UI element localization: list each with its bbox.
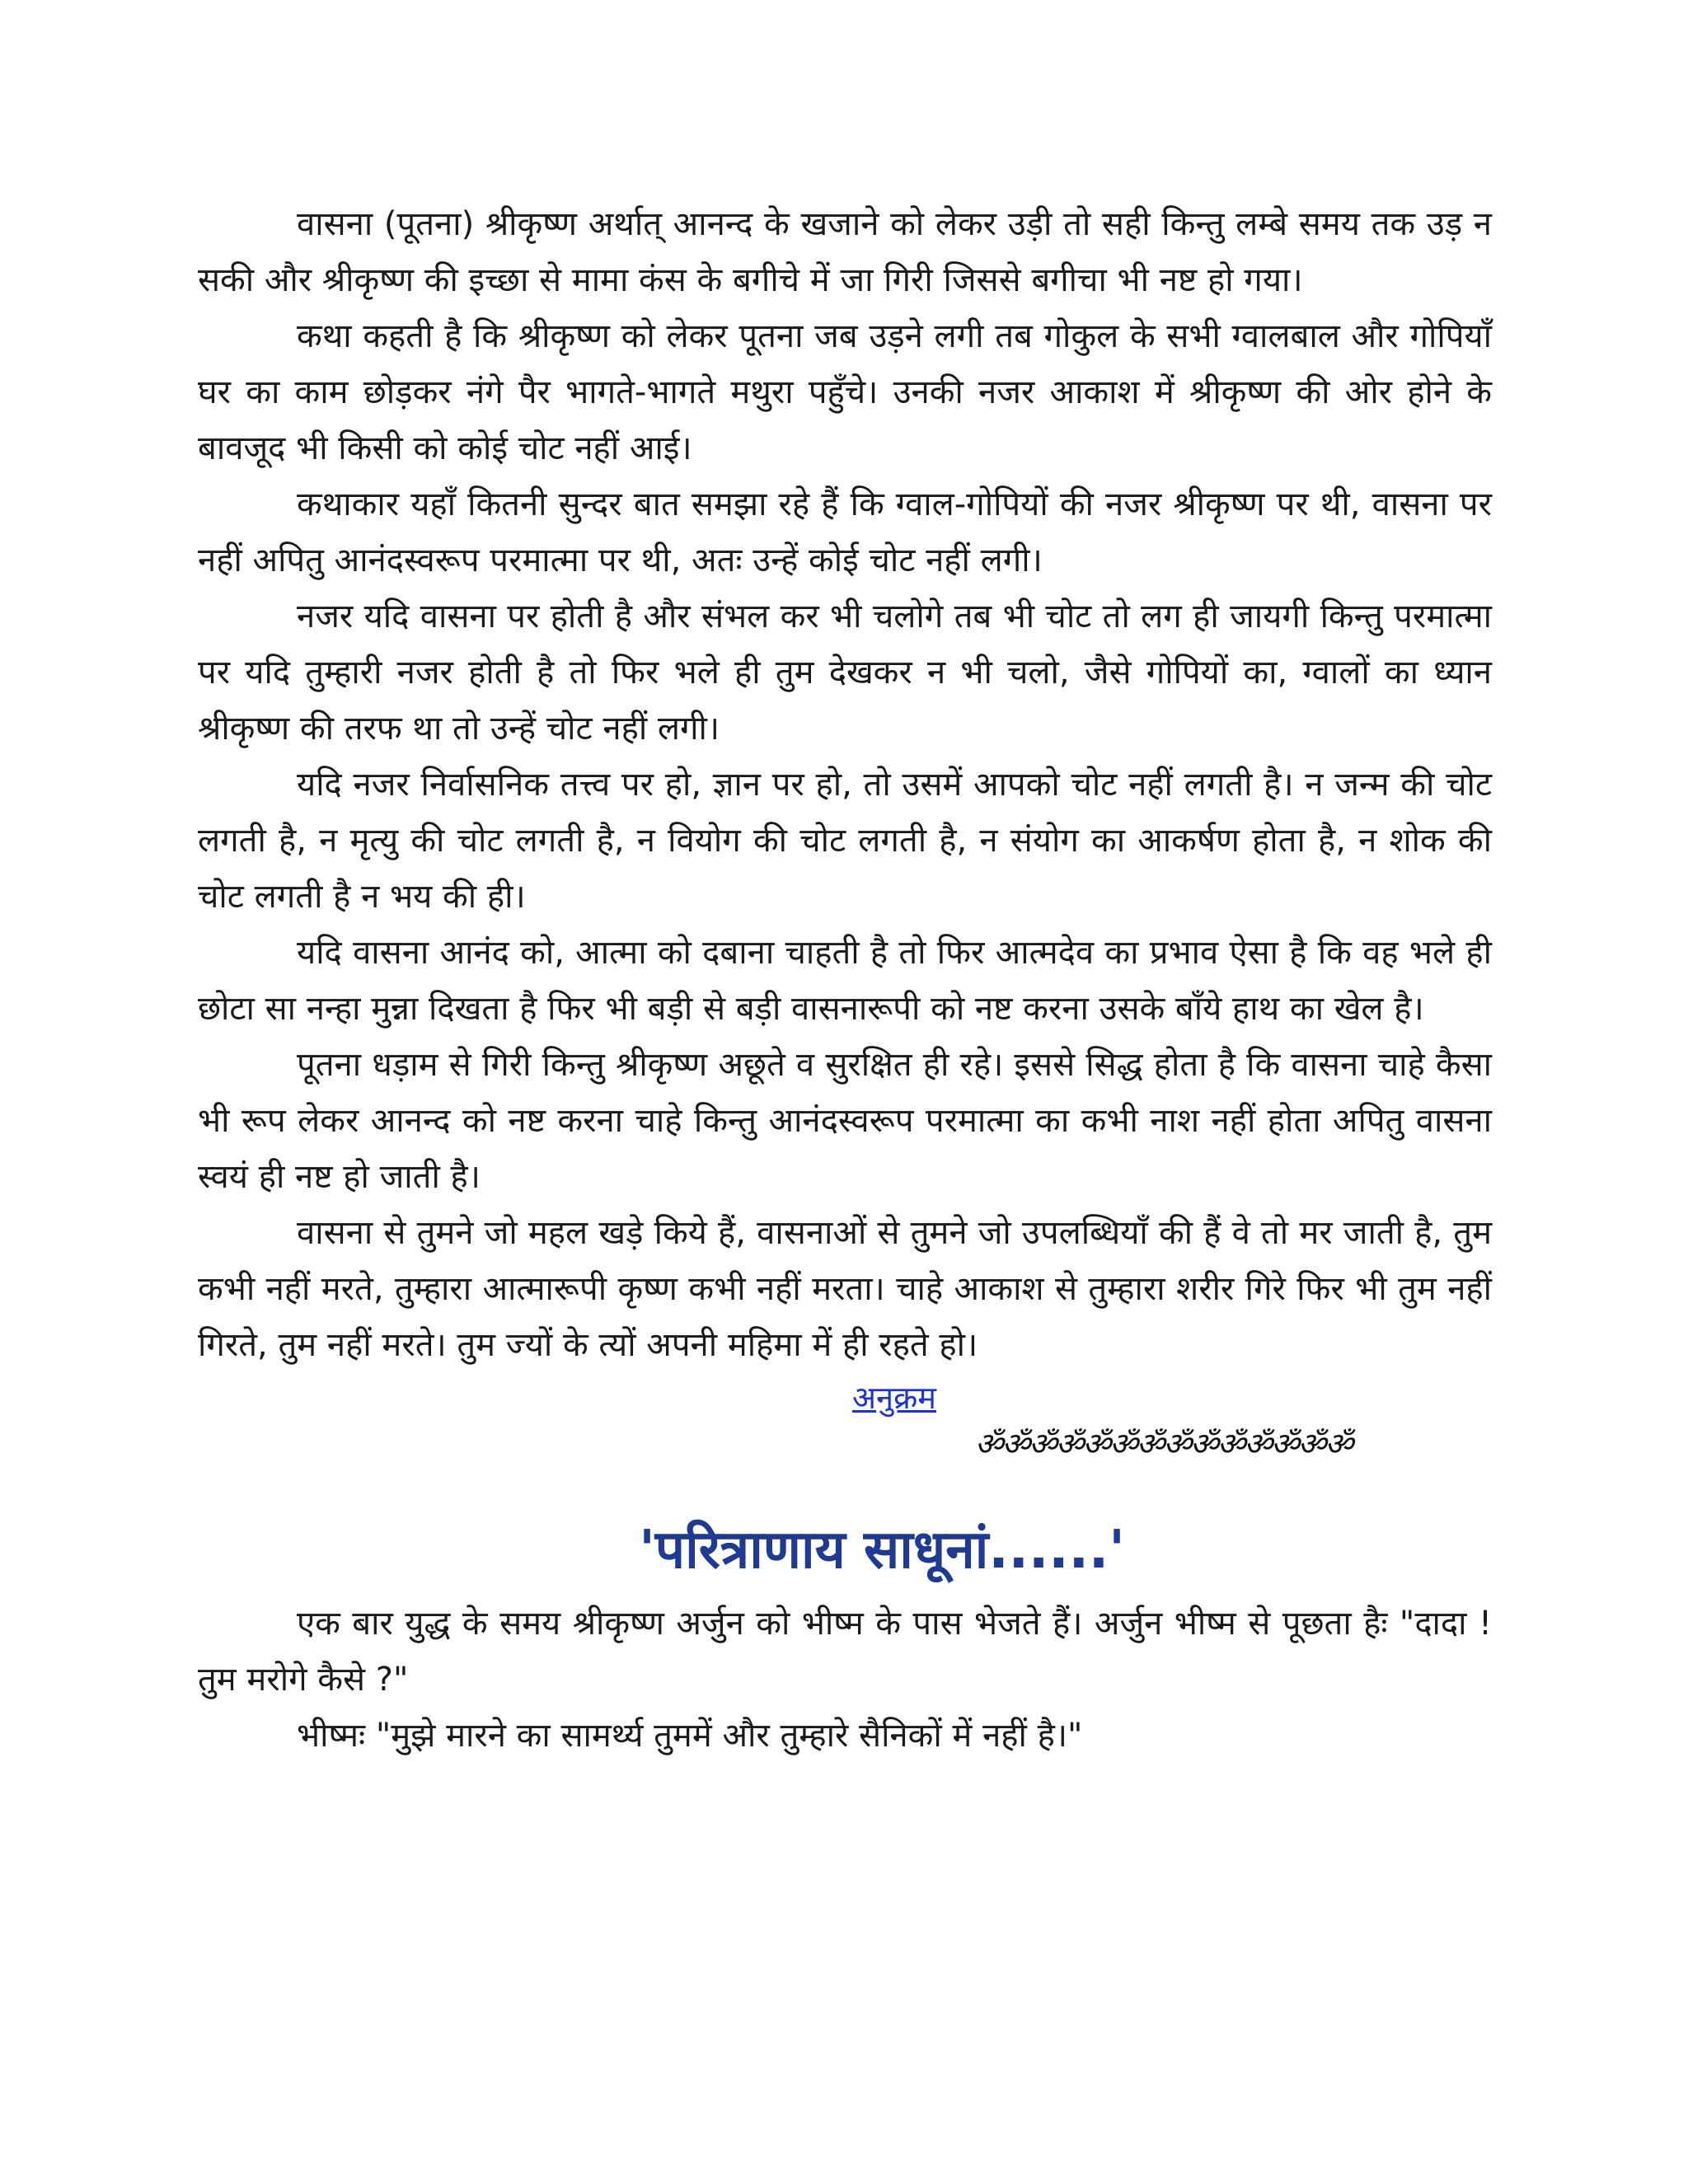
paragraph: नजर यदि वासना पर होती है और संभल कर भी चलोगे तब भी चोट तो लग ही जायगी किन्तु परमात्मा पर यदि तुम्हारी नजर होती है तो फिर भले ही तुम देखकर न भी चलो, जैसे गोपियों का, ग्वालों का ध्यान श्रीकृष्ण की तरफ था तो उन्हें चोट नहीं लगी।	[198, 598, 1492, 748]
paragraph: यदि नजर निर्वासनिक तत्त्व पर हो, ज्ञान पर हो, तो उसमें आपको चोट नहीं लगती है। न जन्म की चोट लगती है, न मृत्यु की चोट लगती है, न वियोग की चोट लगती है, न संयोग का आकर्षण होता है, न शोक की चोट लगती है न भय की ही।	[198, 766, 1492, 916]
paragraph: भीष्मः "मुझे मारने का सामर्थ्य तुममें और तुम्हारे सैनिकों में नहीं है।"	[297, 1717, 1083, 1755]
section-heading: 'परित्राणाय साधूनां......'	[639, 1520, 1125, 1581]
paragraph: कथाकार यहाँ कितनी सुन्दर बात समझा रहे हैं कि ग्वाल-गोपियों की नजर श्रीकृष्ण पर थी, वासना पर नहीं अपितु आनंदस्वरूप परमात्मा पर थी, अतः उन्हें कोई चोट नहीं लगी।	[198, 485, 1492, 579]
paragraph: वासना (पूतना) श्रीकृष्ण अर्थात् आनन्द के खजाने को लेकर उड़ी तो सही किन्तु लम्बे समय तक उड़ न सकी और श्रीकृष्ण की इच्छा से मामा कंस के बगीचे में जा गिरी जिससे बगीचा भी नष्ट हो गया।	[198, 205, 1492, 299]
paragraph: पूतना धड़ाम से गिरी किन्तु श्रीकृष्ण अछूते व सुरक्षित ही रहे। इससे सिद्ध होता है कि वासना चाहे कैसा भी रूप लेकर आनन्द को नष्ट करना चाहे किन्तु आनंदस्वरूप परमात्मा का कभी नाश नहीं होता अपितु वासना स्वयं ही नष्ट हो जाती है।	[198, 1046, 1492, 1196]
paragraph: कथा कहती है कि श्रीकृष्ण को लेकर पूतना जब उड़ने लगी तब गोकुल के सभी ग्वालबाल और गोपियाँ घर का काम छोड़कर नंगे पैर भागते-भागते मथुरा पहुँचे। उनकी नजर आकाश में श्रीकृष्ण की ओर होने के बावजूद भी किसी को कोई चोट नहीं आई।	[198, 317, 1492, 467]
anukram-link[interactable]: अनुक्रम	[851, 1380, 937, 1416]
document-page	[198, 196, 1492, 1764]
paragraph: वासना से तुमने जो महल खड़े किये हैं, वासनाओं से तुमने जो उपलब्धियाँ की हैं वे तो मर जाती है, तुम कभी नहीं मरते, तुम्हारा आत्मारूपी कृष्ण कभी नहीं मरता। चाहे आकाश से तुम्हारा शरीर गिरे फिर भी तुम नहीं गिरते, तुम नहीं मरते। तुम ज्यों के त्यों अपनी महिमा में ही रहते हो।	[198, 1214, 1492, 1364]
paragraph: एक बार युद्ध के समय श्रीकृष्ण अर्जुन को भीष्म के पास भेजते हैं। अर्जुन भीष्म से पूछता हैः "दादा ! तुम मरोगे कैसे ?"	[198, 1605, 1492, 1699]
anukram-link-row	[198, 1375, 1492, 1421]
om-divider: ॐॐॐॐॐॐॐॐॐॐॐॐॐॐ	[974, 1426, 1352, 1462]
paragraph: यदि वासना आनंद को, आत्मा को दबाना चाहती है तो फिर आत्मदेव का प्रभाव ऐसा है कि वह भले ही छोटा सा नन्हा मुन्ना दिखता है फिर भी बड़ी से बड़ी वासनारूपी को नष्ट करना उसके बाँये हाथ का खेल है।	[198, 934, 1492, 1028]
